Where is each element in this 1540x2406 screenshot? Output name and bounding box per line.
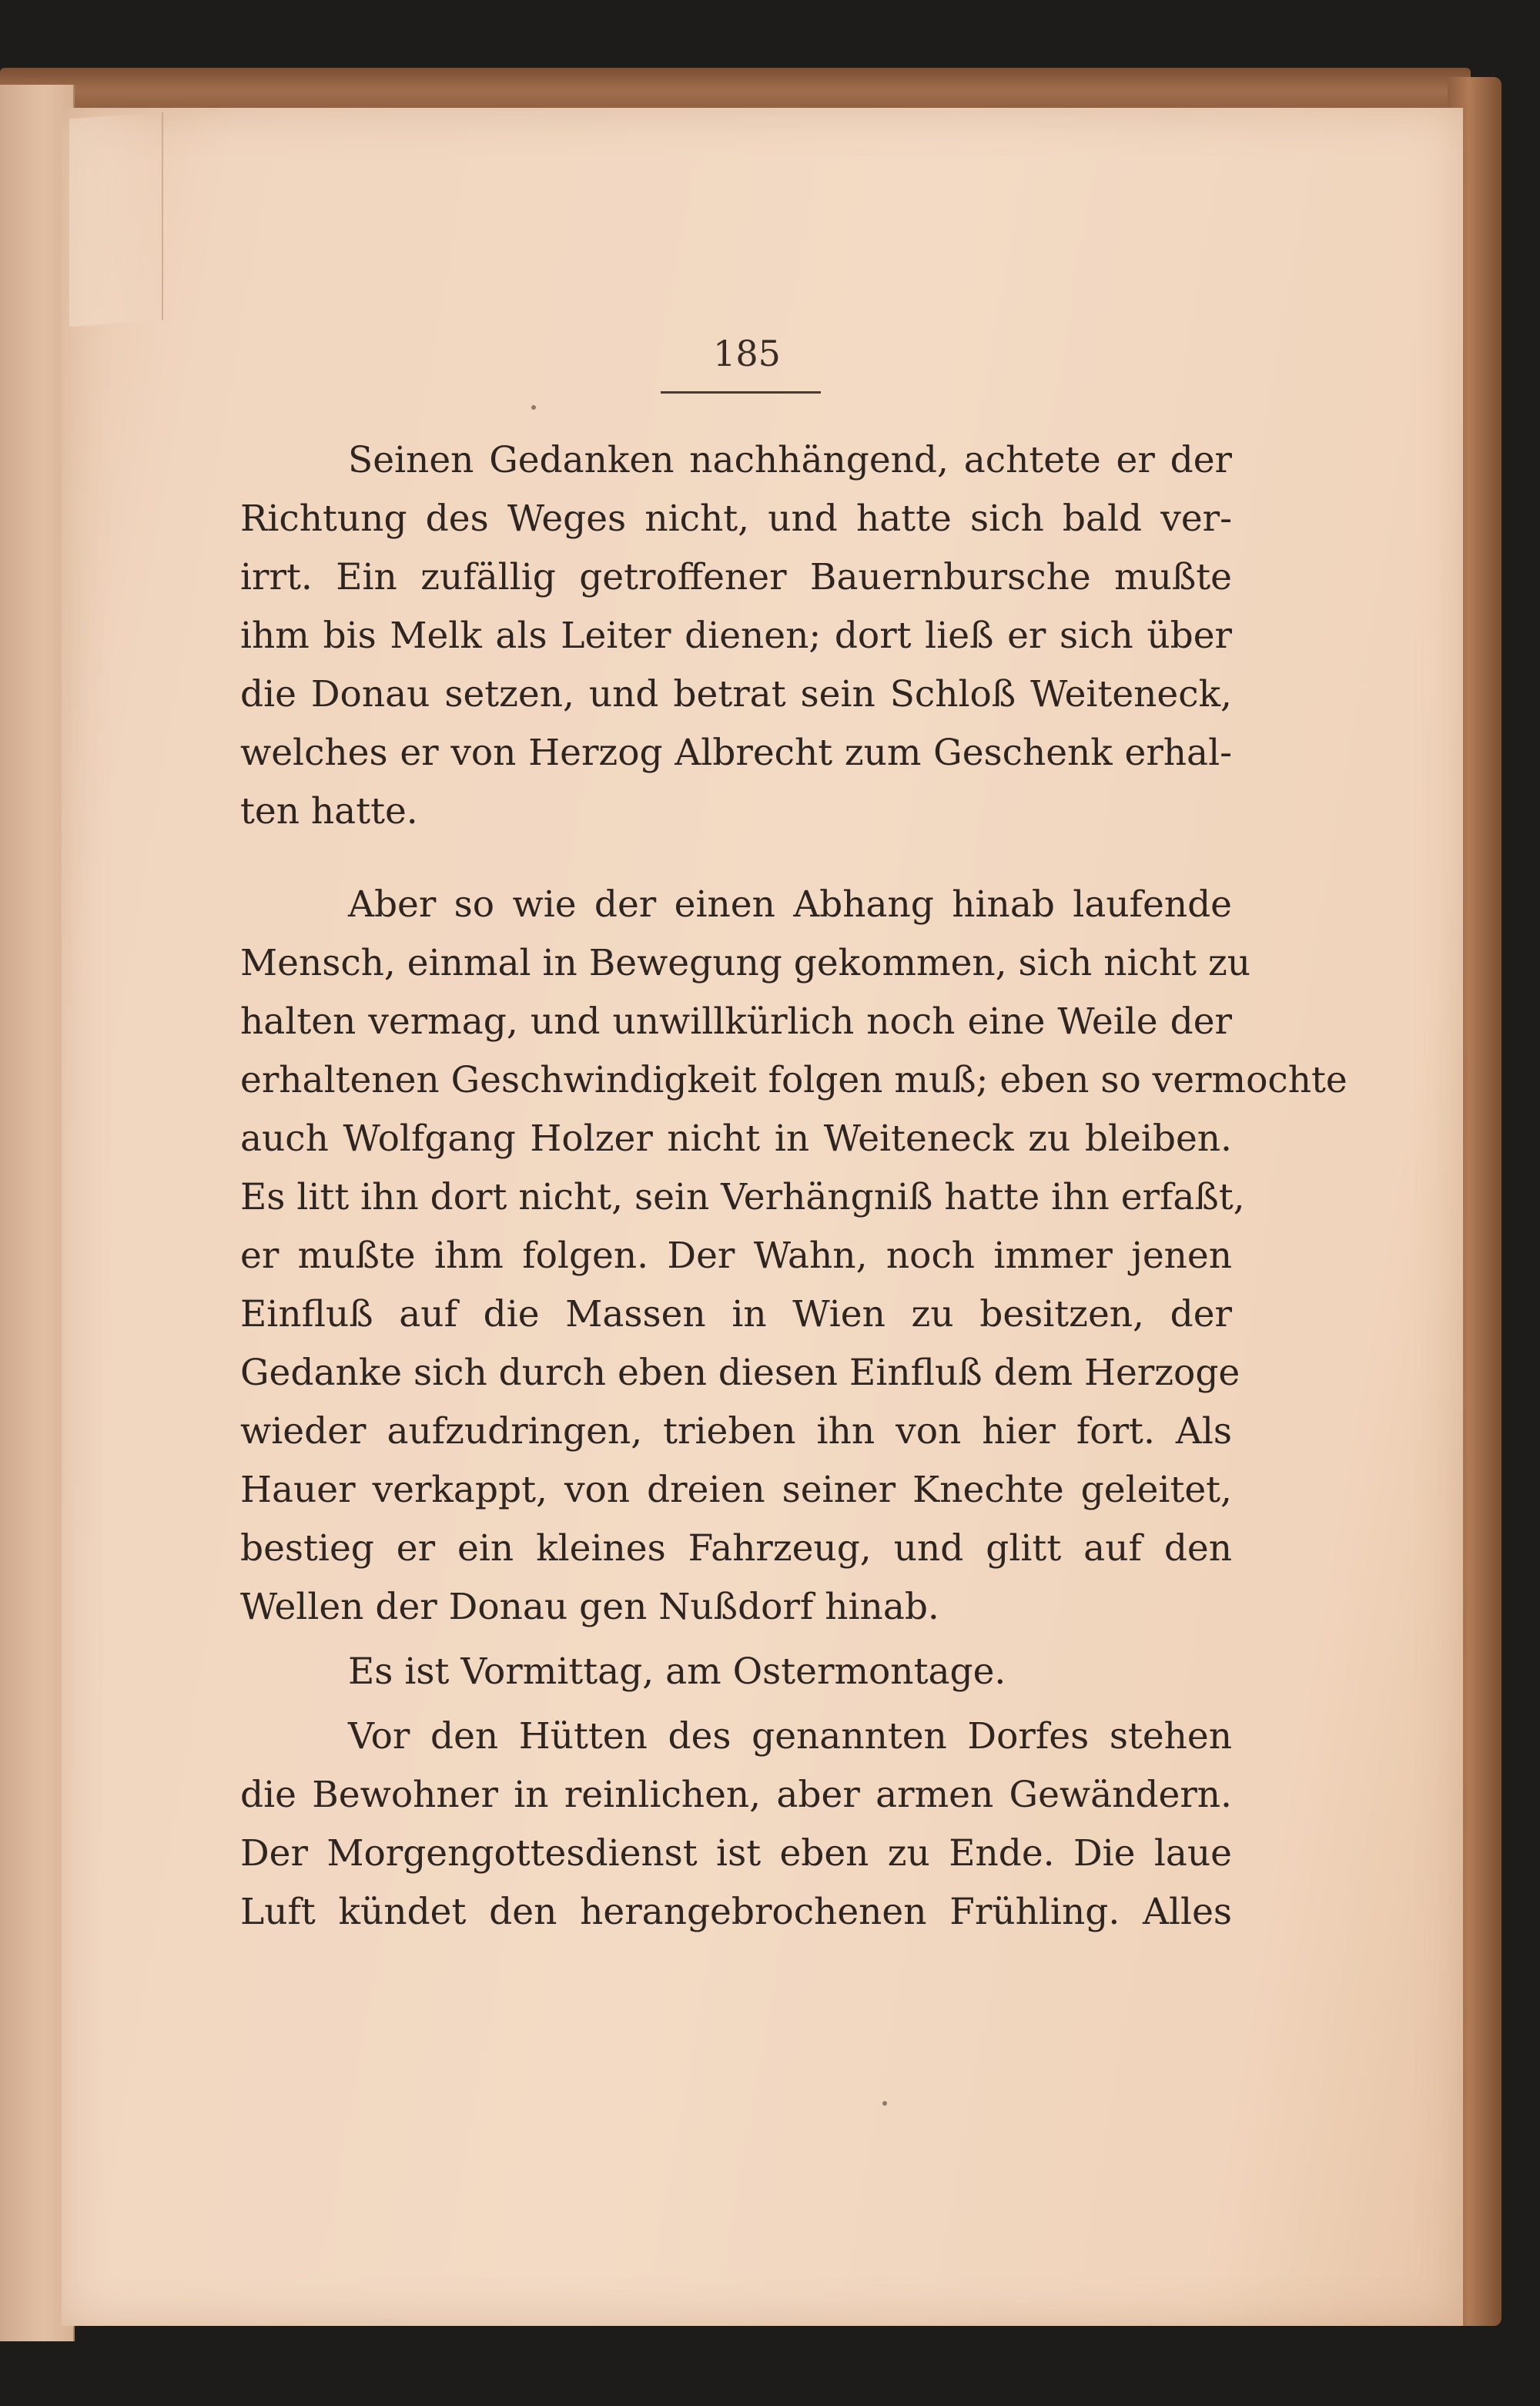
ink-speck [531,405,536,410]
text-line: Gedanke sich durch eben diesen Einfluß dem Herzoge [240,1352,1240,1394]
paragraph-1 [240,431,1232,841]
text-line: Mensch, einmal in Bewegung gekommen, sich nicht zu [240,942,1250,984]
text-line: Seinen Gedanken nachhängend, achtete er der [348,439,1232,481]
text-line: welches er von Herzog Albrecht zum Geschenk erhal- [240,732,1232,774]
text-line: die Bewohner in reinlichen, aber armen Gewändern. [240,1774,1232,1816]
text-line: Wellen der Donau gen Nußdorf hinab. [240,1586,939,1628]
text-line: halten vermag, und unwillkürlich noch eine Weile der [240,1000,1232,1043]
text-line: irrt. Ein zufällig getroffener Bauernbursche mußte [240,556,1232,598]
text-line: Der Morgengottesdienst ist eben zu Ende. Die laue [240,1832,1232,1875]
paragraph-2 [240,876,1348,1637]
text-line: ihm bis Melk als Leiter dienen; dort ließ er sich über [240,615,1232,657]
text-line: auch Wolfgang Holzer nicht in Weiteneck zu bleiben. [240,1118,1232,1160]
text-line: Es ist Vormittag, am Ostermontage. [348,1650,1006,1693]
text-line: er mußte ihm folgen. Der Wahn, noch immer jenen [240,1235,1232,1277]
text-line: wieder aufzudringen, trieben ihn von hier fort. Als [240,1410,1232,1453]
body-text [240,431,1348,1942]
text-line: die Donau setzen, und betrat sein Schloß Weiteneck, [240,673,1232,715]
ink-speck [882,2101,887,2106]
text-line: Luft kündet den herangebrochenen Frühling. Alles [240,1891,1232,1933]
page-fold [69,112,163,327]
header-rule [661,391,821,394]
text-line: Einfluß auf die Massen in Wien zu besitzen, der [240,1293,1232,1335]
paragraph-4 [240,1707,1232,1942]
book-cover-top-edge [0,68,1471,114]
text-line: erhaltenen Geschwindigkeit folgen muß; eben so vermochte [240,1059,1348,1101]
text-line: Vor den Hütten des genannten Dorfes stehen [348,1715,1232,1758]
text-line: ten hatte. [240,790,418,833]
text-line: bestieg er ein kleines Fahrzeug, und glitt auf den [240,1527,1232,1570]
page-number: 185 [713,333,781,374]
text-line: Hauer verkappt, von dreien seiner Knechte geleitet, [240,1469,1232,1511]
paragraph-3 [240,1643,1232,1701]
text-line: Richtung des Weges nicht, und hatte sich bald ver- [240,498,1232,540]
text-line: Es litt ihn dort nicht, sein Verhängniß hatte ihn erfaßt, [240,1176,1245,1218]
text-line: Aber so wie der einen Abhang hinab laufende [348,883,1232,926]
